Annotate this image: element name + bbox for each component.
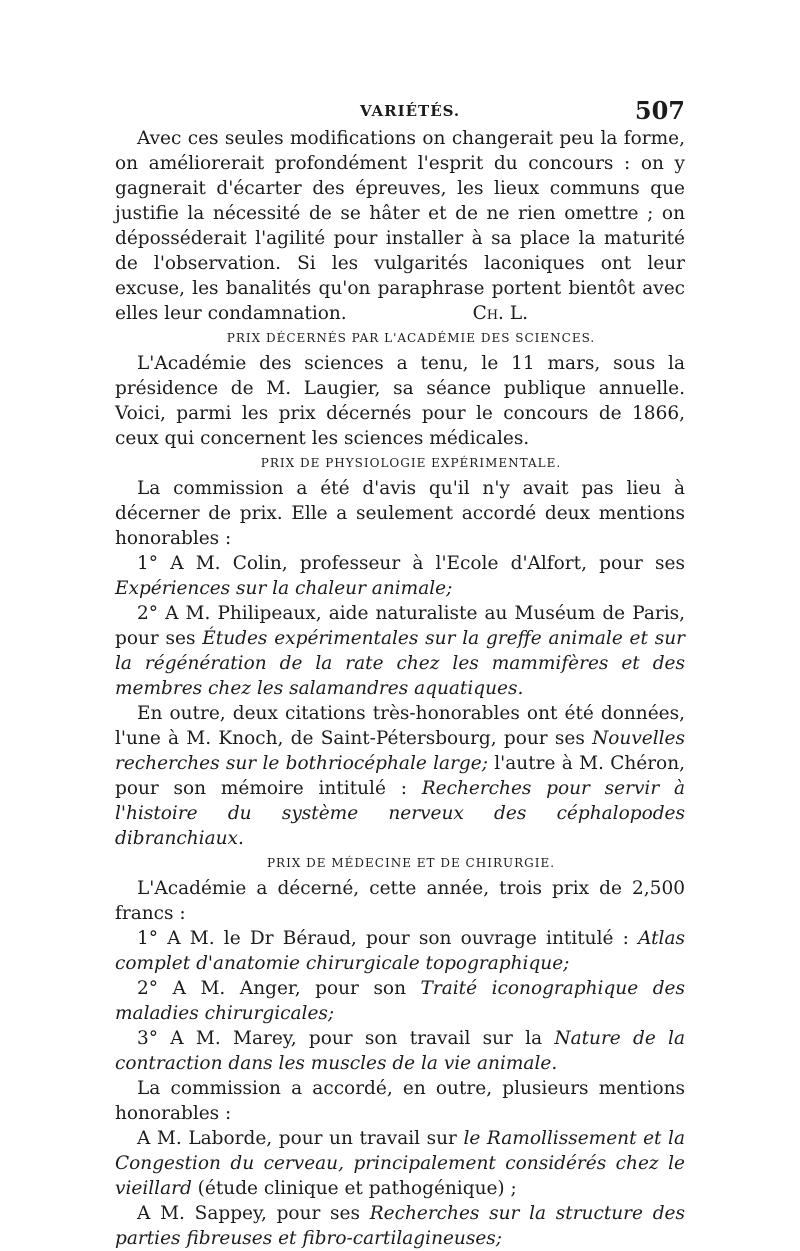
page-header xyxy=(115,96,685,126)
physiologie-paragraph-1: La commission a été d'avis qu'il n'y avait pas lieu à décerner de prix. Elle a seulement accordé deux mentions honorables : xyxy=(115,478,685,549)
section-heading-academie: PRIX DÉCERNÉS PAR L'ACADÉMIE DES SCIENCES. xyxy=(226,331,596,345)
work-title: Recherches pour servir à l'histoire du système nerveux des céphalopodes dibranchiaux. xyxy=(115,778,685,849)
physiologie-paragraph-2 xyxy=(115,701,685,851)
intro-text: Avec ces seules modifications on changerait peu la forme, on améliorerait profondément l'esprit du concours : on y gagnerait d'écarter des épreuves, les lieux communs que justifie la nécessité de se hâter et de ne rien omettre ; on déposséderait l'agilité pour installer à sa place la maturité de l'observation. Si les vulgarités laconiques ont leur excuse, les banalités qu'on paraphrase portent bientôt avec elles leur condamnation. xyxy=(115,128,685,324)
physiologie-item-2 xyxy=(115,601,685,701)
item-prefix: 2° A M. Philipeaux, aide naturaliste au Muséum de Paris, pour ses xyxy=(115,603,685,649)
medecine-paragraph-2: La commission a accordé, en outre, plusieurs mentions honorables : xyxy=(115,1078,685,1124)
item-prefix: 3° A M. Marey, pour son travail sur la xyxy=(137,1028,555,1049)
medecine-paragraph-1: L'Académie a décerné, cette année, trois prix de 2,500 francs : xyxy=(115,878,685,924)
academie-paragraph: L'Académie des sciences a tenu, le 11 mars, sous la présidence de M. Laugier, sa séance publique annuelle. Voici, parmi les prix décernés pour le concours de 1866, ceux qui concernent les sciences médicales. xyxy=(115,353,685,449)
work-title: le Ramollissement et la Congestion du cerveau, principalement considérés chez le vieillard xyxy=(115,1128,685,1199)
running-title: VARIÉTÉS. xyxy=(360,102,461,120)
text-run: (étude clinique et pathogénique) ; xyxy=(191,1178,517,1199)
work-title: Nouvelles recherches sur le bothriocéphale large; xyxy=(115,728,685,774)
medecine-item-1 xyxy=(115,926,685,976)
section-heading-physiologie: PRIX DE PHYSIOLOGIE EXPÉRIMENTALE. xyxy=(260,456,562,470)
item-prefix: A M. Laborde, pour un travail sur xyxy=(137,1128,464,1149)
work-title: Recherches sur la structure des parties fibreuses et fibro-cartilagineuses; xyxy=(115,1203,685,1249)
page-number: 507 xyxy=(634,96,685,125)
text-run: l'autre à M. Chéron, pour son mémoire intitulé : xyxy=(115,753,685,799)
text-run: En outre, deux citations très-honorables ont été données, l'une à M. Knoch, de Saint-Pétersbourg, pour ses xyxy=(115,703,685,749)
item-prefix: A M. Sappey, pour ses xyxy=(137,1203,370,1224)
page-body xyxy=(115,126,685,1251)
work-title: Études expérimentales sur la greffe animale et sur la régénération de la rate chez les mammifères et des membres chez les salamandres aquatiques. xyxy=(115,628,685,699)
work-title: Traité iconographique des maladies chirurgicales; xyxy=(115,978,686,1024)
work-title: Nature de la contraction dans les muscles de la vie animale. xyxy=(115,1028,686,1074)
item-prefix: 2° A M. Anger, pour son xyxy=(137,978,421,999)
physiologie-item-1 xyxy=(115,551,685,601)
work-title: Expériences sur la chaleur animale; xyxy=(115,578,453,599)
mention-2 xyxy=(115,1201,685,1251)
item-prefix: 1° A M. Colin, professeur à l'Ecole d'Alfort, pour ses xyxy=(137,553,685,574)
mention-1 xyxy=(115,1126,685,1201)
item-prefix: 1° A M. le Dr Béraud, pour son ouvrage intitulé : xyxy=(137,928,639,949)
intro-paragraph xyxy=(115,126,685,326)
medecine-item-2 xyxy=(115,976,685,1026)
medecine-item-3 xyxy=(115,1026,685,1076)
signature: Ch. L. xyxy=(472,303,528,324)
work-title: Atlas complet d'anatomie chirurgicale topographique; xyxy=(115,928,685,974)
section-heading-medecine: PRIX DE MÉDECINE ET DE CHIRURGIE. xyxy=(266,856,556,870)
